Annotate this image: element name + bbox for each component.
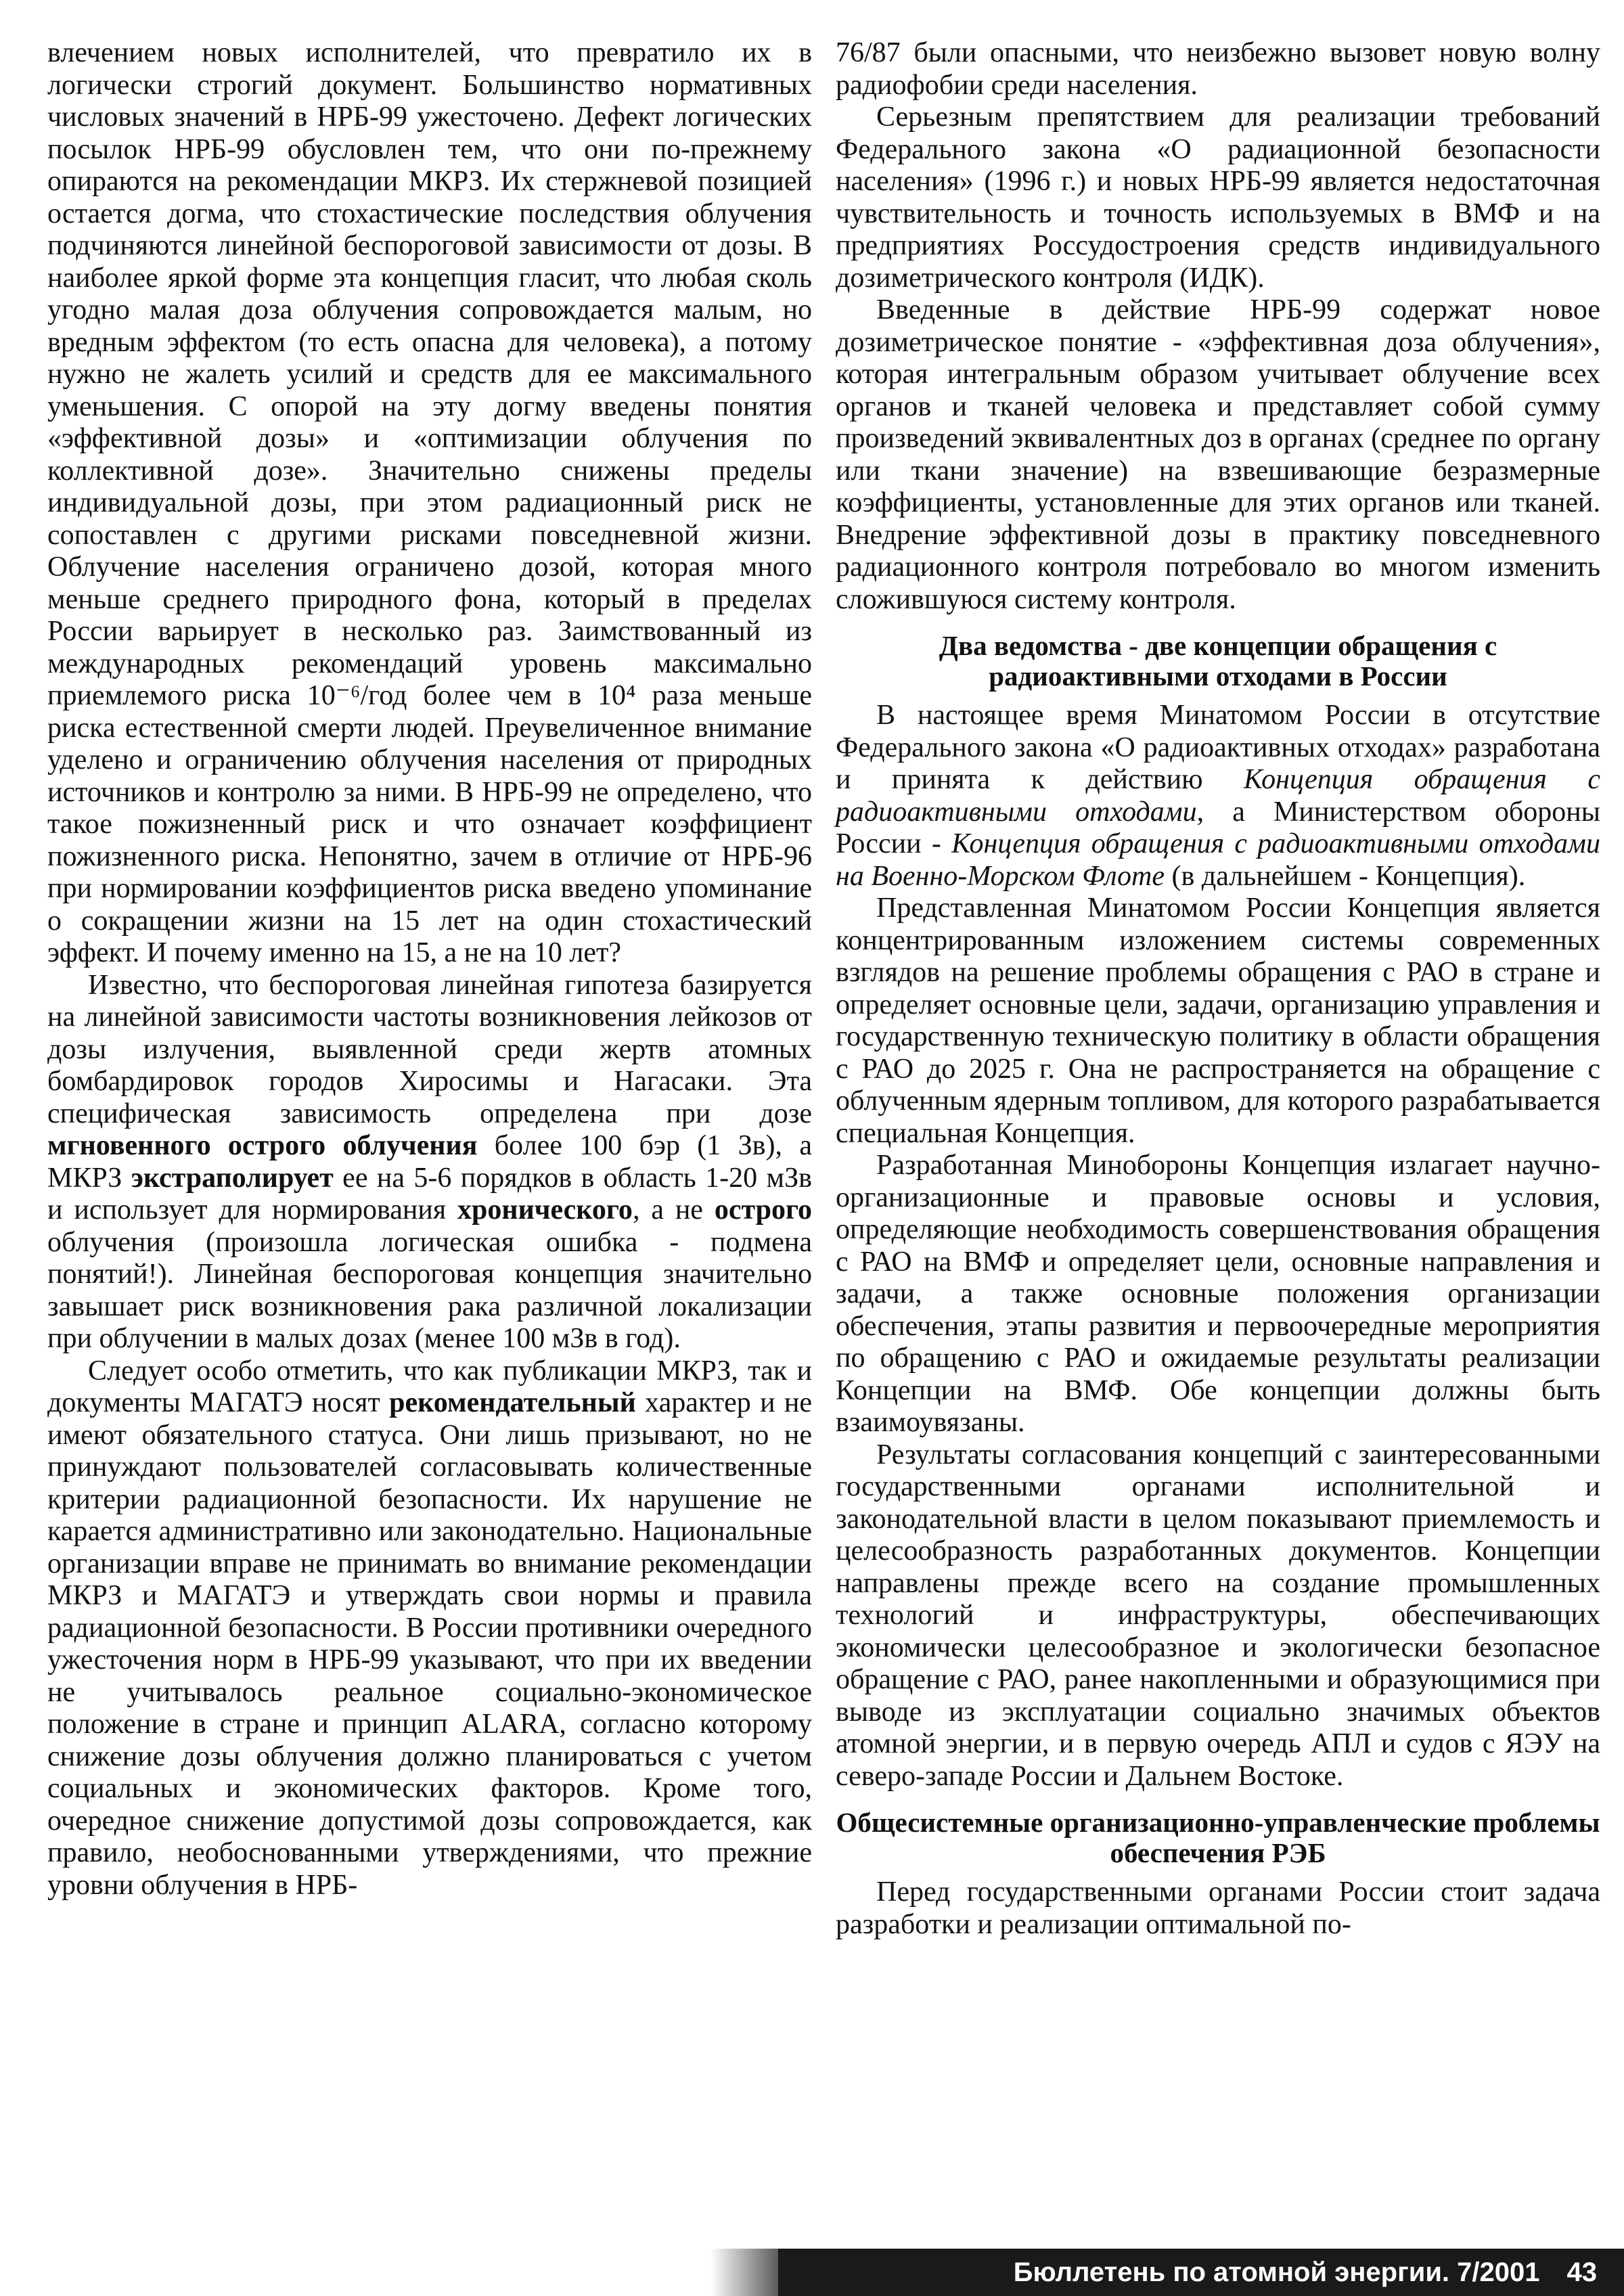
- page-number: 43: [1566, 2257, 1597, 2287]
- paragraph: [836, 700, 1600, 893]
- bold-text: хронического: [457, 1194, 633, 1225]
- paragraph: Введенные в действие НРБ-99 содержат новое дозиметрическое понятие - «эффективная доза облучения», которая интегральным образом учитывает облучение всех органов и тканей человека и представляет собой сумму произведений эквивалентных доз в органах (среднее по органу или ткани значение) на взвешивающие безразмерные коэффициенты, установленные для этих органов или тканей. Внедрение эффективной дозы в практику повседневного радиационного контроля потребовало во многом изменить сложившуюся систему контроля.: [836, 294, 1600, 615]
- paragraph: влечением новых исполнителей, что превратило их в логически строгий документ. Большинство нормативных числовых значений в НРБ-99 ужесточено. Дефект логических посылок НРБ-99 обусловлен тем, что они по-прежнему опираются на рекомендации МКРЗ. Их стержневой позицией остается догма, что стохастические последствия облучения подчиняются линейной беспороговой зависимости от дозы. В наиболее яркой форме эта концепция гласит, что любая сколь угодно малая доза облучения сопровождается малым, но вредным эффектом (то есть опасна для человека), а потому нужно не жалеть усилий и средств для ее максимального уменьшения. С опорой на эту догму введены понятия «эффективной дозы» и «оптимизации облучения по коллективной дозе». Значительно снижены пределы индивидуальной дозы, при этом радиационный риск не сопоставлен с другими рисками повседневной жизни. Облучение населения ограничено дозой, которая много меньше среднего природного фона, который в пределах России варьирует в несколько раз. Заимствованный из международных рекомендаций уровень максимально приемлемого риска 10⁻⁶/год более чем в 10⁴ раза меньше риска естественной смерти людей. Преувеличенное внимание уделено и ограничению облучения населения от природных источников и контролю за ними. В НРБ-99 не определено, что такое пожизненный риск и что означает коэффициент пожизненного риска. Непонятно, зачем в отличие от НРБ-96 при нормировании коэффициентов риска введено упоминание о сокращении жизни на 15 лет на один стохастический эффект. И почему именно на 15, а не на 10 лет?: [47, 37, 812, 968]
- text-run: ее на 5-6 порядков в область 1-20 мЗв и использует для нормирования: [47, 1162, 813, 1225]
- text-run: характер и не имеют обязательного статуса. Они лишь призывают, но не принуждают пользователей согласовывать количественные критерии радиационной безопасности. Их нарушение не карается административно или законодательно. Национальные организации вправе не принимать во внимание рекомендации МКРЗ и МАГАТЭ и утверждать свои нормы и правила радиационной безопасности. В России противники очередного ужесточения норм в НРБ-99 указывают, что при их введении не учитывалось реальное социально-экономическое положение в стране и принцип ALARA, согласно которому снижение дозы облучения должно планироваться с учетом социальных и экономических факторов. Кроме того, очередное снижение допустимой дозы сопровождается, как правило, необоснованными утверждениями, что прежние уровни облучения в НРБ-: [47, 1387, 813, 1901]
- text-run: , а не: [632, 1194, 715, 1225]
- text-run: Известно, что беспороговая линейная гипотеза базируется на линейной зависимости частоты возникновения лейкозов от дозы излучения, выявленной среди жертв атомных бомбардировок городов Хиросимы и Нагасаки. Эта специфическая зависимость определена при дозе: [47, 969, 812, 1129]
- text-run: Следует особо отметить, что как публикации МКРЗ, так и документы МАГАТЭ носят: [47, 1355, 812, 1418]
- text-run: В настоящее время Минатомом России в отсутствие Федерального закона «О радиоактивных отходах» разработана и принята к действию: [836, 700, 1600, 795]
- paragraph: Разработанная Минобороны Концепция излагает научно-организационные и правовые основы и условия, определяющие необходимость совершенствования обращения с РАО на ВМФ и определяет цели, основные направления и задачи, а также основные положения организации обеспечения, этапы развития и первоочередные мероприятия по обращению с РАО и ожидаемые результаты реализации Концепции на ВМФ. Обе концепции должны быть взаимоувязаны.: [836, 1150, 1600, 1438]
- paragraph: Перед государственными органами России стоит задача разработки и реализации оптимальной по-: [836, 1876, 1600, 1940]
- paragraph: Представленная Минатомом России Концепция является концентрированным изложением системы современных взглядов на решение проблемы обращения с РАО в стране и определяет основные цели, задачи, организацию управления и государственную техническую политику в области обращения с РАО до 2025 г. Она не распространяется на обращение с облученным ядерным топливом, для которого разрабатывается специальная Концепция.: [836, 893, 1600, 1149]
- paragraph: 76/87 были опасными, что неизбежно вызовет новую волну радиофобии среди населения.: [836, 37, 1600, 101]
- paragraph: [47, 1355, 812, 1902]
- bold-text: мгновенного острого облучения: [47, 1130, 478, 1161]
- section-heading: Два ведомства - две концепции обращения с радиоактивными отходами в России: [939, 630, 1497, 692]
- bold-text: рекомендательный: [389, 1387, 636, 1418]
- text-run: , а Министерством обороны России -: [836, 796, 1600, 859]
- paragraph: Результаты согласования концепций с заинтересованными государственными органами исполнительной и законодательной власти в целом показывают приемлемость и целесообразность разработанных документов. Концепции направлены прежде всего на создание промышленных технологий и инфраструктуры, обеспечивающих экономически целесообразное и экологически безопасное обращение с РАО, ранее накопленными и образующимися при выводе из эксплуатации социально значимых объектов атомной энергии, и в первую очередь АПЛ и судов с ЯЭУ на северо-западе России и Дальнем Востоке.: [836, 1439, 1600, 1792]
- italic-text: Концепция обращения с радиоактивными отходами на Военно-Морском Флоте: [836, 828, 1600, 892]
- paragraph: Серьезным препятствием для реализации требований Федерального закона «О радиационной безопасности населения» (1996 г.) и новых НРБ-99 является недостаточная чувствительность и точность используемых в ВМФ и на предприятиях Россудостроения средств индивидуального дозиметрического контроля (ИДК).: [836, 102, 1600, 294]
- text-run: облучения (произошла логическая ошибка - подмена понятий!). Линейная беспороговая концепция значительно завышает риск возникновения рака различной локализации при облучении в малых дозах (менее 100 мЗв в год).: [47, 1226, 812, 1354]
- text-run: (в дальнейшем - Концепция).: [1165, 860, 1526, 892]
- paragraph: [47, 970, 812, 1355]
- right-column: [836, 37, 1600, 1941]
- page-footer: [778, 2249, 1624, 2296]
- text-run: более 100 бэр (1 Зв), а МКРЗ: [47, 1130, 812, 1194]
- italic-text: Концепция обращения с радиоактивными отходами: [836, 764, 1600, 828]
- bold-text: экстраполирует: [131, 1162, 334, 1194]
- bold-text: острого: [714, 1194, 812, 1225]
- section-heading: Общесистемные организационно-управленческие проблемы обеспечения РЭБ: [836, 1807, 1600, 1868]
- left-column: [47, 37, 812, 1901]
- journal-title: Бюллетень по атомной энергии. 7/2001: [1013, 2257, 1540, 2287]
